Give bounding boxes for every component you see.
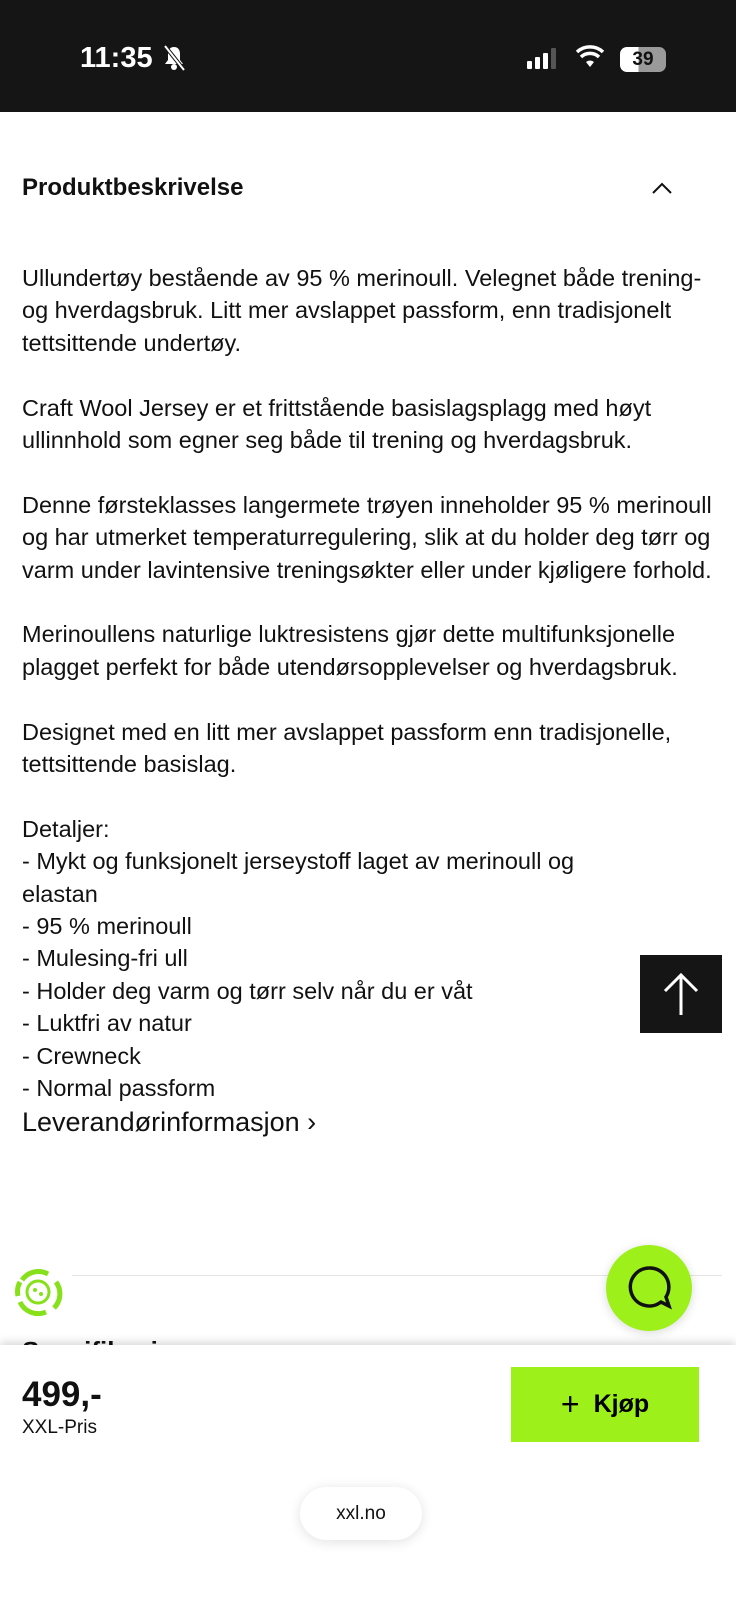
chevron-up-icon[interactable] xyxy=(651,181,673,195)
detail-item: - Mykt og funksjonelt jerseystoff laget av merinoull og elastan xyxy=(22,848,575,907)
product-description xyxy=(22,262,712,1140)
detail-item: - Crewneck xyxy=(22,1042,141,1069)
detail-item: - 95 % merinoull xyxy=(22,913,192,940)
detail-item: - Normal passform xyxy=(22,1075,216,1102)
arrow-up-icon xyxy=(661,971,701,1017)
supplier-info-link[interactable] xyxy=(22,1104,712,1140)
detail-item: - Luktfri av natur xyxy=(22,1010,192,1037)
specifications-heading[interactable] xyxy=(22,1333,214,1345)
signal-icon xyxy=(527,48,556,69)
wifi-icon xyxy=(575,45,605,69)
eco-recycle-icon xyxy=(12,1266,64,1318)
plus-icon: + xyxy=(560,1386,580,1422)
chat-button[interactable] xyxy=(606,1245,692,1331)
description-paragraph: Craft Wool Jersey er et frittstående basislagsplagg med høyt ullinnhold som egner seg både til trening og hverdagsbruk. xyxy=(22,394,652,454)
clock: 11:35 xyxy=(80,42,153,74)
buy-button[interactable] xyxy=(511,1367,699,1442)
buy-label: Kjøp xyxy=(593,1390,650,1418)
back-to-top-button[interactable] xyxy=(640,955,722,1033)
price-label: XXL-Pris xyxy=(22,1417,97,1438)
detail-item: - Mulesing-fri ull xyxy=(22,945,188,972)
details-title: Detaljer: xyxy=(22,815,110,842)
chevron-right-icon: › xyxy=(307,1107,317,1138)
browser-address-pill[interactable]: xxl.no xyxy=(300,1487,422,1540)
price: 499,- xyxy=(22,1375,102,1414)
bell-muted-icon xyxy=(162,44,186,72)
detail-item: - Holder deg varm og tørr selv når du er våt xyxy=(22,977,473,1004)
description-paragraph: Ullundertøy bestående av 95 % merinoull. Velegnet både trening- og hverdagsbruk. Litt mer avslappet passform, enn tradisjonelt tettsittende undertøy. xyxy=(22,265,702,356)
battery-icon: 39 xyxy=(620,47,666,72)
purchase-bar xyxy=(0,1345,736,1600)
status-bar xyxy=(0,0,736,112)
section-title: Produktbeskrivelse xyxy=(22,174,244,201)
description-paragraph: Designet med en litt mer avslappet passform enn tradisjonelle, tettsittende basislag. xyxy=(22,718,672,778)
description-paragraph: Merinoullens naturlige luktresistens gjør dette multifunksjonelle plagget perfekt for både utendørsopplevelser og hverdagsbruk. xyxy=(22,621,678,680)
description-paragraph: Denne førsteklasses langermete trøyen inneholder 95 % merinoull og har utmerket temperaturregulering, slik at du holder deg tørr og varm under lavintensive treningsøkter eller under kjøligere forhold. xyxy=(22,491,712,583)
supplier-info-label: Leverandørinformasjon xyxy=(22,1107,300,1138)
chat-icon xyxy=(625,1264,673,1312)
